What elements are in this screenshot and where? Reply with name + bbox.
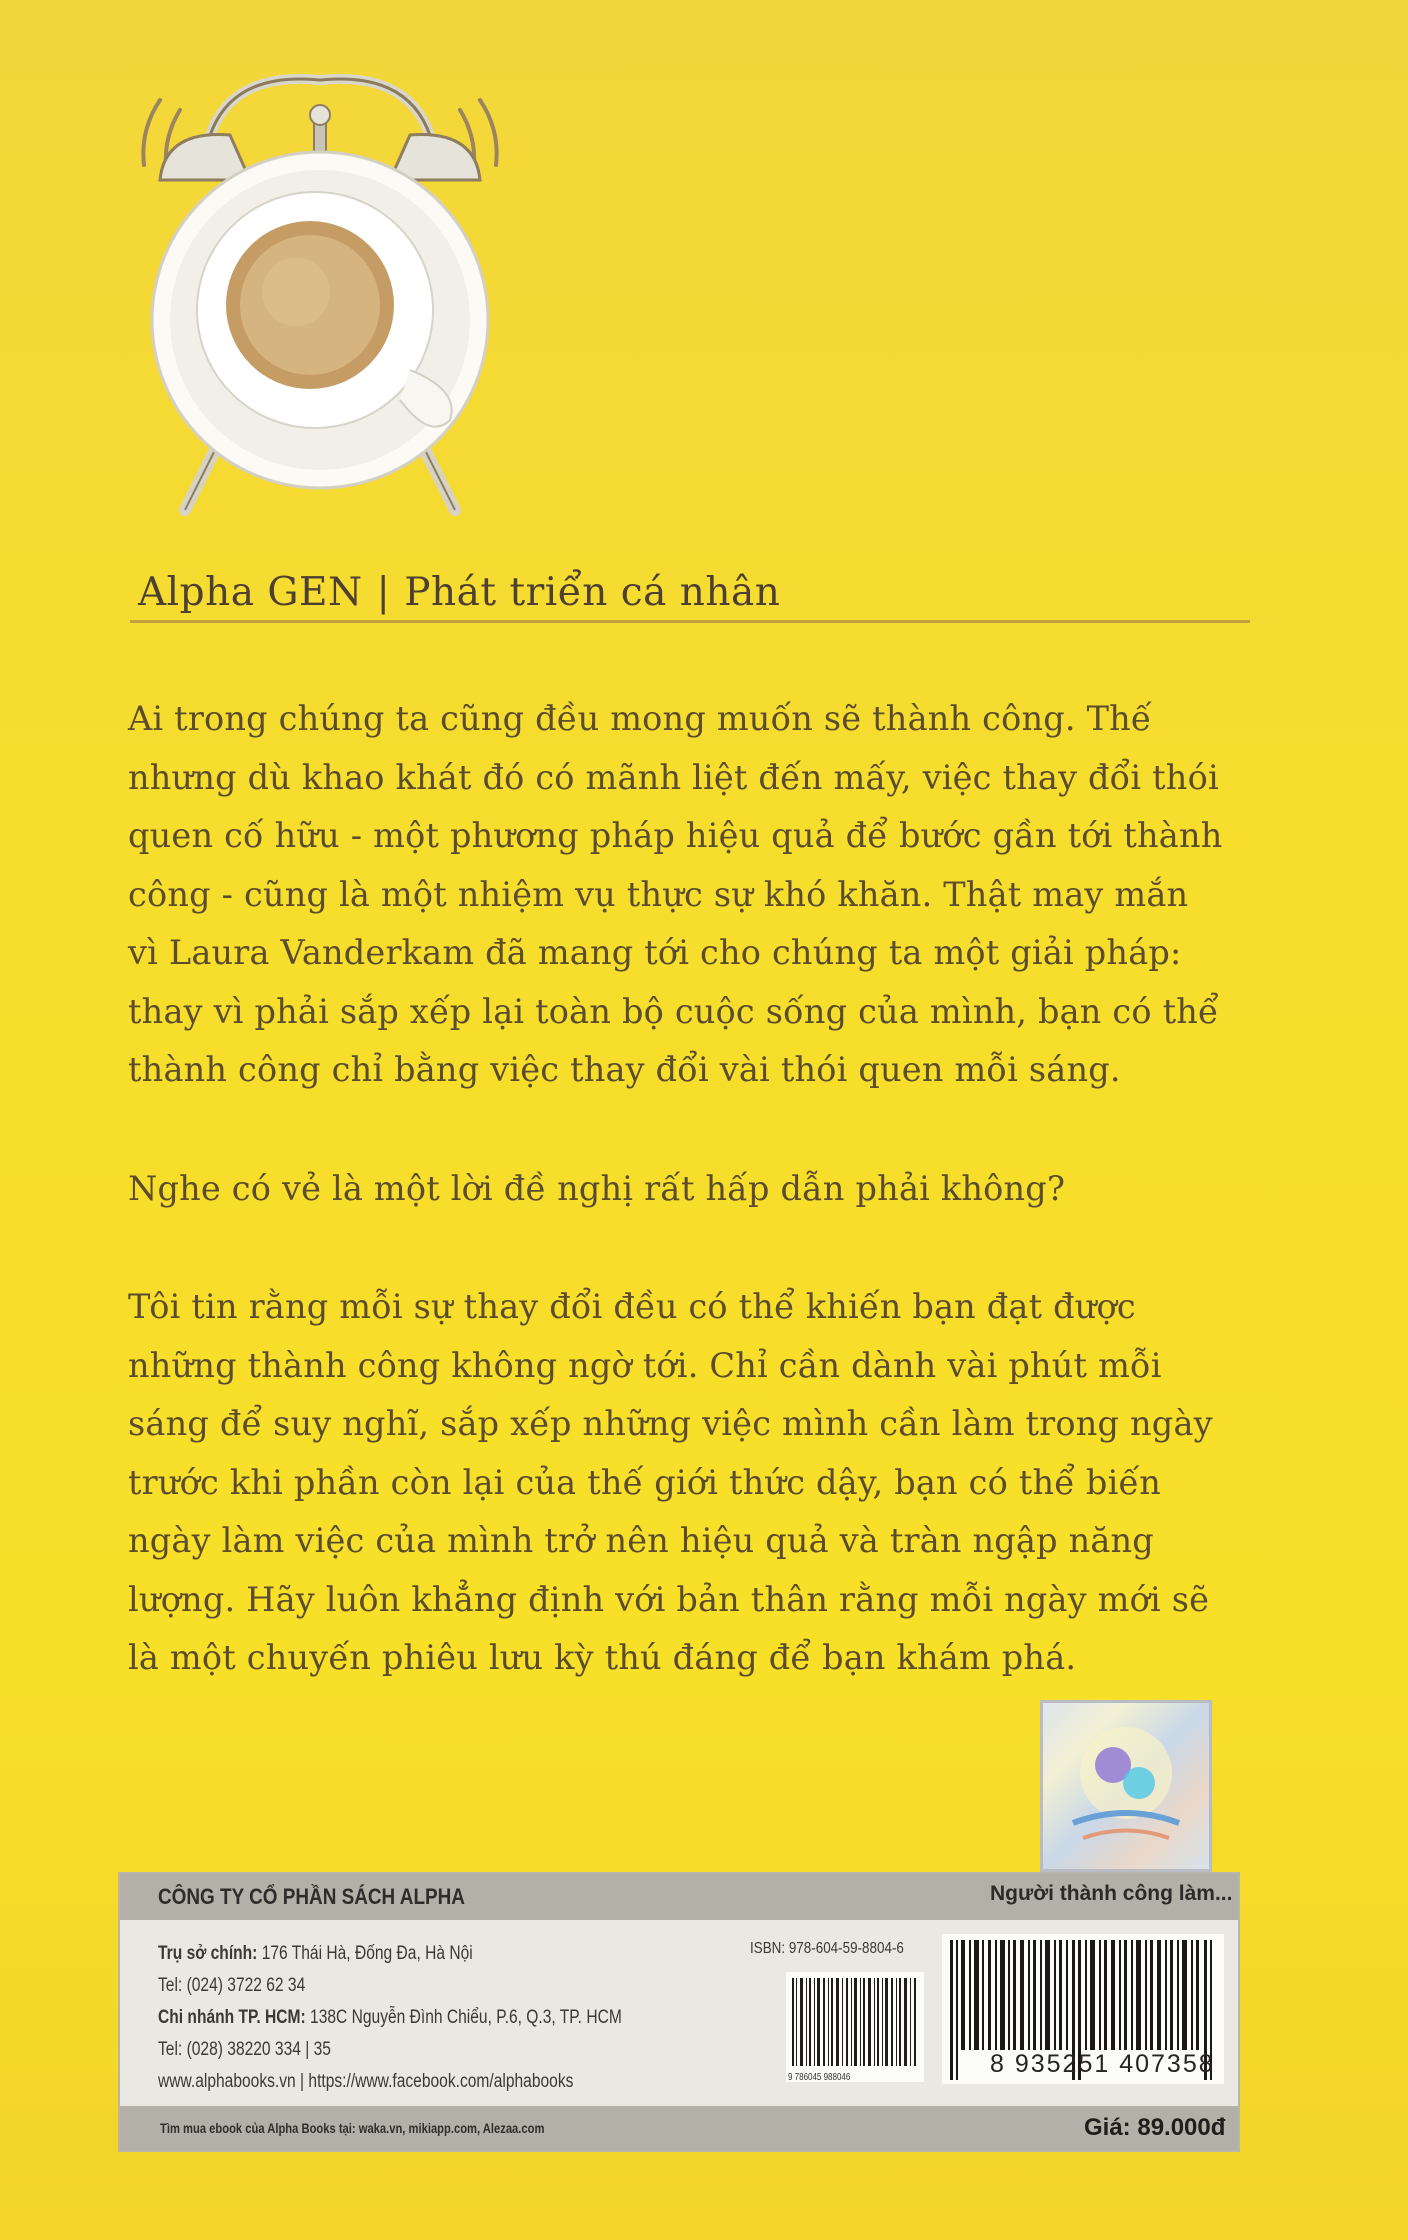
- blurb-line: công - cũng là một nhiệm vụ thực sự khó khăn. Thật may mắn: [128, 874, 1189, 914]
- blurb-line: trước khi phần còn lại của thế giới thức dậy, bạn có thể biến: [128, 1462, 1162, 1502]
- hq-line: [158, 1938, 622, 1970]
- hq-address: 176 Thái Hà, Đống Đa, Hà Nội: [257, 1943, 473, 1964]
- blurb-line: những thành công không ngờ tới. Chỉ cần dành vài phút mỗi: [128, 1345, 1162, 1385]
- blurb-line: Tôi tin rằng mỗi sự thay đổi đều có thể khiến bạn đạt được: [128, 1287, 1136, 1326]
- isbn-barcode: [786, 1972, 924, 2082]
- hq-tel: Tel: (024) 3722 62 34: [158, 1975, 306, 1996]
- blurb-line: quen cố hữu - một phương pháp hiệu quả để bước gần tới thành: [128, 816, 1223, 855]
- blurb-line: là một chuyến phiêu lưu kỳ thú đáng để bạn khám phá.: [128, 1638, 1077, 1677]
- blurb-question: Nghe có vẻ là một lời đề nghị rất hấp dẫn phải không?: [128, 1168, 1066, 1208]
- branch-line: [158, 2002, 622, 2034]
- blurb-line: thành công chỉ bằng việc thay đổi vài thói quen mỗi sáng.: [128, 1050, 1121, 1089]
- blurb-line: sáng để suy nghĩ, sắp xếp những việc mình cần làm trong ngày: [128, 1404, 1213, 1443]
- blurb-line: vì Laura Vanderkam đã mang tới cho chúng ta một giải pháp:: [128, 933, 1182, 972]
- publisher-contact: [158, 1938, 622, 2098]
- hologram-logo-icon: [1043, 1703, 1209, 1869]
- paragraph-gap: [128, 1100, 1258, 1160]
- branch-label: Chi nhánh TP. HCM:: [158, 2007, 306, 2028]
- ean-barcode-number: 8 935251 407358: [990, 2050, 1215, 2078]
- imprint-name: Alpha GEN: [138, 570, 363, 615]
- blurb-line: lượng. Hãy luôn khẳng định với bản thân rằng mỗi ngày mới sẽ: [128, 1579, 1210, 1619]
- publisher-company: CÔNG TY CỔ PHẦN SÁCH ALPHA: [158, 1884, 465, 1909]
- isbn-text: ISBN: 978-604-59-8804-6: [750, 1940, 904, 1957]
- series-category: Phát triển cá nhân: [404, 570, 781, 615]
- branch-tel: Tel: (028) 38220 334 | 35: [158, 2039, 331, 2060]
- series-line: [138, 570, 780, 615]
- blurb-line: Ai trong chúng ta cũng đều mong muốn sẽ thành công. Thế: [128, 699, 1152, 738]
- publisher-info-panel: [118, 1872, 1240, 2152]
- ebook-note: Tìm mua ebook của Alpha Books tại: waka.vn, mikiapp.com, Alezaa.com: [160, 2120, 545, 2136]
- blurb-line: ngày làm việc của mình trở nên hiệu quả và tràn ngập năng: [128, 1521, 1154, 1560]
- blurb-line: thay vì phải sắp xếp lại toàn bộ cuộc sống của mình, bạn có thể: [128, 991, 1219, 1031]
- series-rule: [130, 620, 1250, 623]
- blurb-line: nhưng dù khao khát đó có mãnh liệt đến mấy, việc thay đổi thói: [128, 757, 1219, 797]
- price-label: Giá: 89.000đ: [1084, 2114, 1226, 2141]
- paragraph-gap: [128, 1218, 1258, 1278]
- isbn-barcode-number: 9 786045 988046: [788, 2072, 851, 2083]
- branch-address: 138C Nguyễn Đình Chiểu, P.6, Q.3, TP. HCM: [305, 2007, 622, 2028]
- blurb-text: [128, 690, 1258, 1688]
- hq-label: Trụ sở chính:: [158, 1943, 258, 1964]
- alarm-clock-coffee-cup-illustration: [120, 70, 520, 530]
- book-title-short: Người thành công làm...: [990, 1882, 1233, 1905]
- hologram-sticker: [1040, 1700, 1212, 1872]
- panel-footer-band: [120, 2106, 1238, 2150]
- web-links: www.alphabooks.vn | https://www.facebook.com/alphabooks: [158, 2071, 574, 2092]
- series-separator: |: [376, 570, 391, 615]
- panel-header-band: [120, 1874, 1238, 1920]
